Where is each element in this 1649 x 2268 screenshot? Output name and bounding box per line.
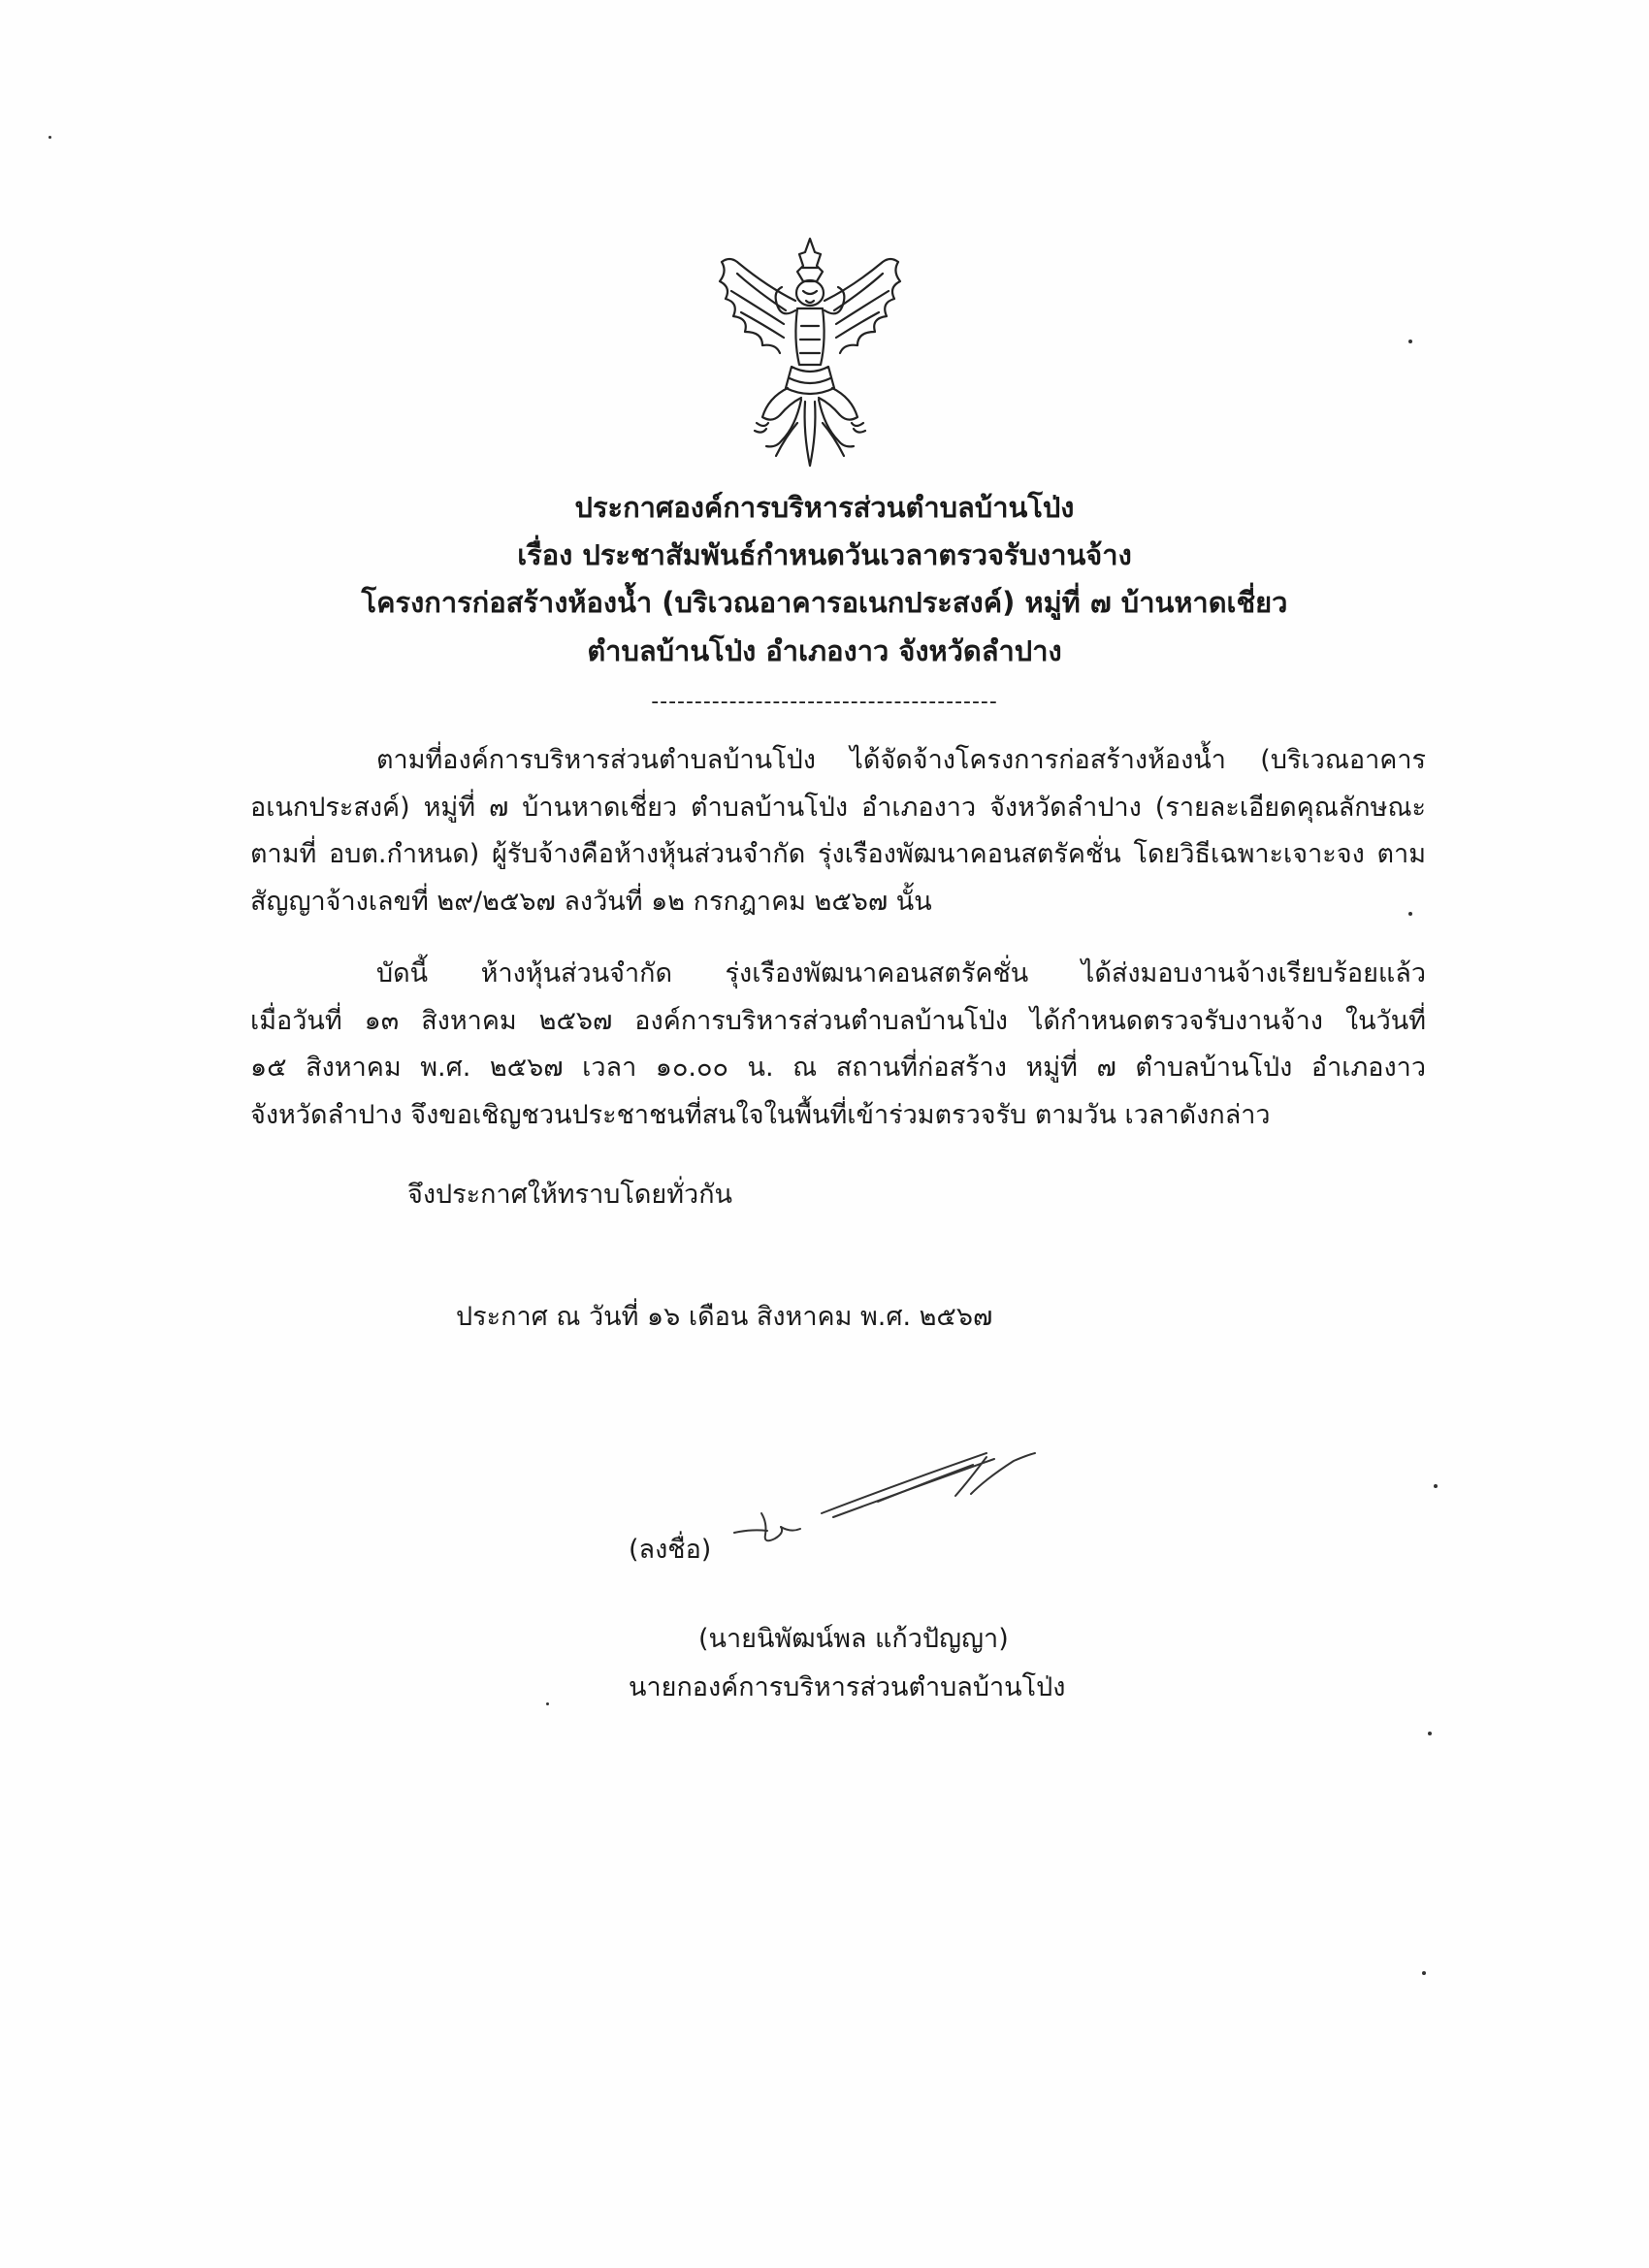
scan-speck (48, 136, 51, 139)
sign-label: (ลงชื่อ) (629, 1535, 712, 1565)
paragraph-line: บัดนี้ ห้างหุ้นส่วนจำกัด รุ่งเรืองพัฒนาคอนสตรัคชั่น ได้ส่งมอบงานจ้างเรียบร้อยแล้ว (376, 958, 1426, 988)
project-name: โครงการก่อสร้างห้องน้ำ (บริเวณอาคารอเนกประสงค์) หมู่ที่ ๗ บ้านหาดเชี่ยว (361, 586, 1288, 619)
handwritten-signature (732, 1445, 1052, 1571)
paragraph-line: ตามที่ อบต.กำหนด) ผู้รับจ้างคือห้างหุ้นส่วนจำกัด รุ่งเรืองพัฒนาคอนสตรัคชั่น โดยวิธีเฉพาะเจาะจง ตาม (250, 839, 1426, 869)
paragraph-line: อเนกประสงค์) หมู่ที่ ๗ บ้านหาดเชี่ยว ตำบลบ้านโป่ง อำเภองาว จังหวัดลำปาง (รายละเอียดคุณลักษณะ (250, 792, 1426, 823)
paragraph-line: สัญญาจ้างเลขที่ ๒๙/๒๕๖๗ ลงวันที่ ๑๒ กรกฎาคม ๒๕๖๗ นั้น (250, 886, 932, 917)
closing-statement: จึงประกาศให้ทราบโดยทั่วกัน (407, 1180, 732, 1210)
announcement-title: ประกาศองค์การบริหารส่วนตำบลบ้านโป่ง (574, 491, 1075, 524)
scan-speck (1428, 1732, 1432, 1735)
project-location: ตำบลบ้านโป่ง อำเภองาว จังหวัดลำปาง (587, 634, 1062, 667)
signer-title: นายกองค์การบริหารส่วนตำบลบ้านโป่ง (629, 1672, 1066, 1702)
scan-speck (1408, 340, 1412, 343)
scan-speck (1422, 1971, 1426, 1975)
scan-speck (546, 1702, 549, 1705)
announcement-date: ประกาศ ณ วันที่ ๑๖ เดือน สิงหาคม พ.ศ. ๒๕๖๗ (456, 1302, 993, 1332)
garuda-emblem (708, 233, 912, 475)
paragraph-line: เมื่อวันที่ ๑๓ สิงหาคม ๒๕๖๗ องค์การบริหารส่วนตำบลบ้านโป่ง ได้กำหนดตรวจรับงานจ้าง ในวันที่ (250, 1005, 1426, 1036)
header-divider: ---------------------------------------- (651, 690, 998, 714)
paragraph-line: ๑๕ สิงหาคม พ.ศ. ๒๕๖๗ เวลา ๑๐.๐๐ น. ณ สถานที่ก่อสร้าง หมู่ที่ ๗ ตำบลบ้านโป่ง อำเภองาว (250, 1053, 1426, 1083)
paragraph-contract-details (250, 737, 1426, 925)
scan-speck (1408, 912, 1412, 916)
paragraph-line: ตามที่องค์การบริหารส่วนตำบลบ้านโป่ง ได้จัดจ้างโครงการก่อสร้างห้องน้ำ (บริเวณอาคาร (376, 745, 1426, 775)
signer-name: (นายนิพัฒน์พล แก้วปัญญา) (698, 1624, 1009, 1654)
scan-speck (1434, 1484, 1438, 1488)
announcement-subject: เรื่อง ประชาสัมพันธ์กำหนดวันเวลาตรวจรับงานจ้าง (517, 538, 1132, 571)
paragraph-line: จังหวัดลำปาง จึงขอเชิญชวนประชาชนที่สนใจในพื้นที่เข้าร่วมตรวจรับ ตามวัน เวลาดังกล่าว (250, 1099, 1271, 1130)
paragraph-inspection-notice (250, 951, 1426, 1139)
